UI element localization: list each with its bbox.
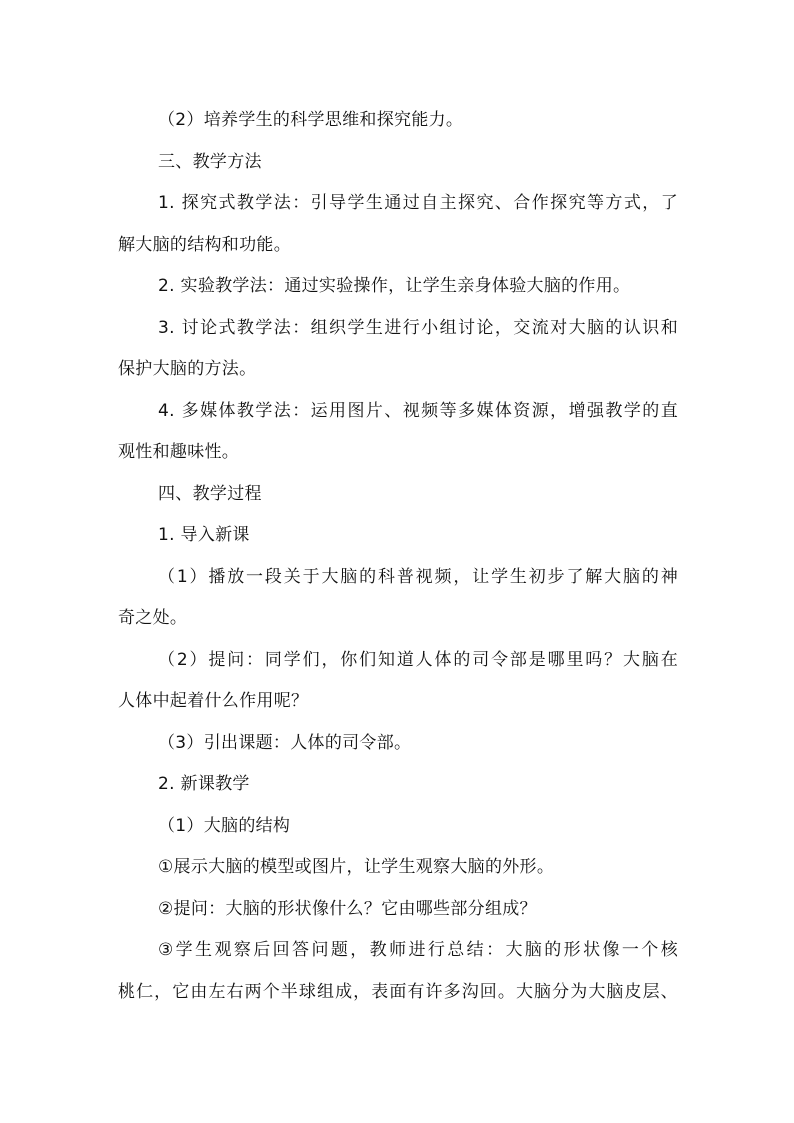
text-line: 保护大脑的方法。 xyxy=(118,359,257,379)
text-line: 奇之处。 xyxy=(118,608,188,628)
text-line: （1）播放一段关于大脑的科普视频，让学生初步了解大脑的神 xyxy=(158,566,678,587)
text-line: 桃仁，它由左右两个半球组成，表面有许多沟回。大脑分为大脑皮层、 xyxy=(118,981,678,1002)
text-line: 3. 讨论式教学法：组织学生进行小组讨论，交流对大脑的认识和 xyxy=(158,317,678,338)
text-line: 人体中起着什么作用呢？ xyxy=(118,691,309,711)
text-line: 观性和趣味性。 xyxy=(118,442,240,462)
text-line: （2）提问：同学们，你们知道人体的司令部是哪里吗？大脑在 xyxy=(158,649,678,670)
text-line: ③学生观察后回答问题，教师进行总结：大脑的形状像一个核 xyxy=(158,940,678,960)
text-line: 2. 新课教学 xyxy=(158,774,250,794)
text-line: （2）培养学生的科学思维和探究能力。 xyxy=(158,110,464,130)
text-line: 4. 多媒体教学法：运用图片、视频等多媒体资源，增强教学的直 xyxy=(158,400,678,421)
text-line: 1. 导入新课 xyxy=(158,525,250,545)
text-line: 2. 实验教学法：通过实验操作，让学生亲身体验大脑的作用。 xyxy=(158,276,631,296)
text-line: 1. 探究式教学法：引导学生通过自主探究、合作探究等方式，了 xyxy=(158,193,678,213)
document-body xyxy=(118,100,678,1013)
text-line: （1）大脑的结构 xyxy=(158,815,291,836)
text-line: 解大脑的结构和功能。 xyxy=(118,234,291,255)
text-line: ①展示大脑的模型或图片，让学生观察大脑的外形。 xyxy=(158,857,555,877)
text-line: 四、教学过程 xyxy=(158,483,262,504)
text-line: ②提问：大脑的形状像什么？它由哪些部分组成？ xyxy=(158,898,537,919)
text-line: 三、教学方法 xyxy=(158,151,262,172)
text-line: （3）引出课题：人体的司令部。 xyxy=(158,732,412,753)
